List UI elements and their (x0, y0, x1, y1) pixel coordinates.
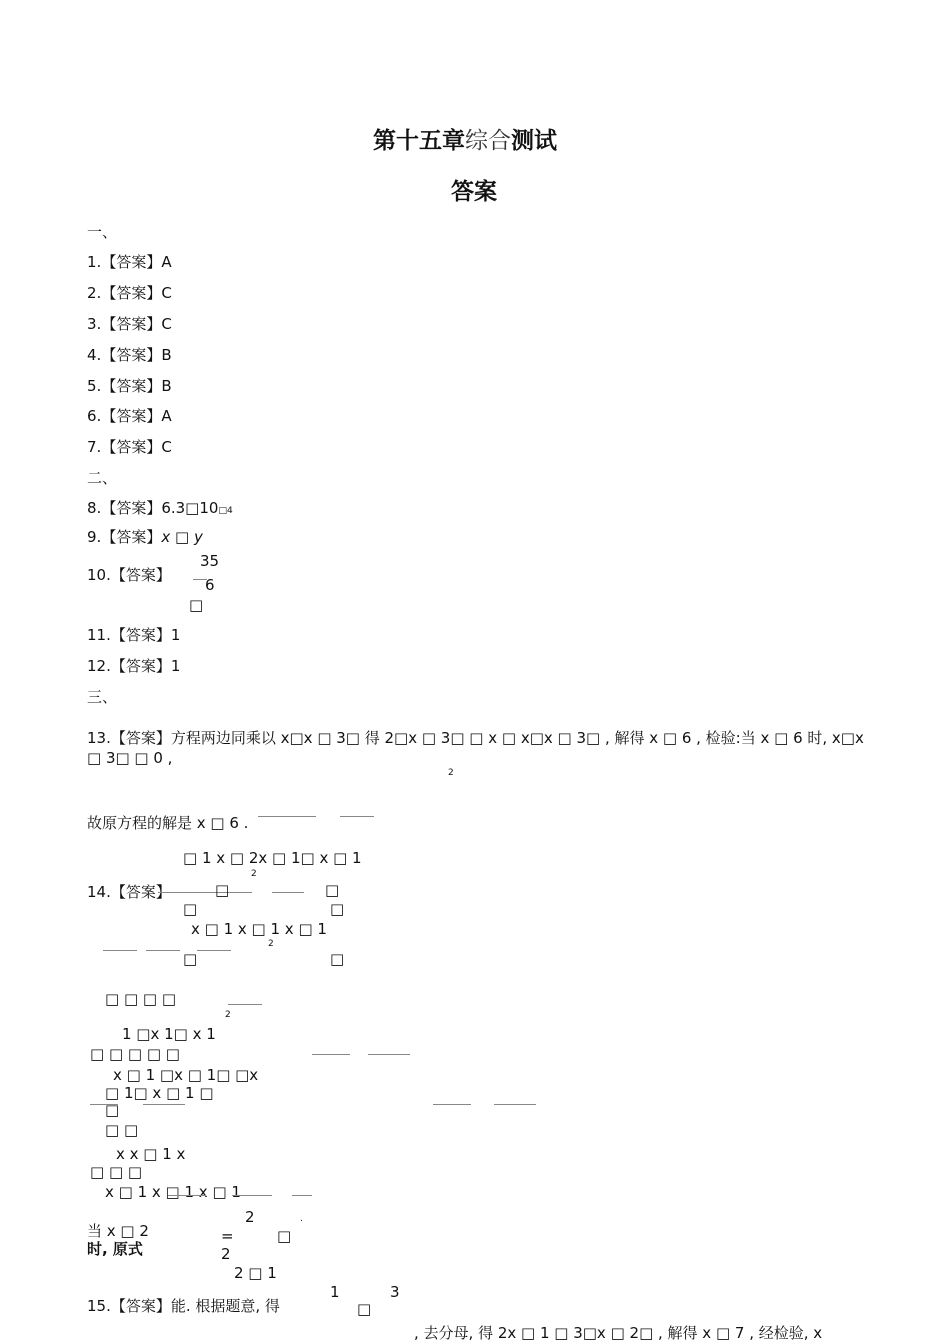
q14-box-5b: □ (330, 950, 345, 968)
answer-line-3: 3.【答案】C (87, 315, 172, 333)
q15-line-2: , 去分母, 得 2x □ 1 □ 3□x □ 2□ , 解得 x □ 7 , 经检验, x (414, 1324, 823, 1342)
q14-sup-1: 2 (251, 869, 257, 879)
q14-rule-4 (146, 950, 180, 951)
q14-sup-6: 2 (225, 1010, 231, 1020)
title-part-end: 测试 (511, 128, 557, 154)
page-subtitle: 答案 (451, 179, 497, 205)
answer-line-8: 8.【答案】6.3□10□4 (87, 499, 233, 517)
q14-rule-5 (197, 950, 231, 951)
q14-when-2: 时, 原式 (87, 1240, 143, 1258)
q14-row-12: □ □ (105, 1121, 139, 1139)
q14-dot: . (300, 1214, 303, 1224)
q14-sup-4: 2 (268, 939, 274, 949)
q14-rule-11 (433, 1104, 471, 1105)
q14-rule-3 (103, 950, 137, 951)
q14-box-2b: □ (325, 881, 340, 899)
q14-row-15: x □ 1 x □ 1 x □ 1 (105, 1183, 241, 1201)
q14-rule-13 (168, 1195, 206, 1196)
q13-line-3: 故原方程的解是 x □ 6 . (87, 814, 249, 832)
q14-row-14: □ □ □ (90, 1163, 143, 1181)
q10-denominator: 6 (205, 576, 215, 594)
q14-box-2a: □ (215, 881, 230, 899)
answer-line-12: 12.【答案】1 (87, 657, 181, 675)
answer-line-4: 4.【答案】B (87, 346, 172, 364)
q14-rule-10 (143, 1104, 185, 1105)
section-heading-2: 二、 (87, 469, 118, 487)
q14-rule-8 (368, 1054, 410, 1055)
q13-rule-b (340, 816, 374, 817)
q15-numerator-3: 3 (390, 1283, 400, 1301)
q14-rule-14 (232, 1195, 272, 1196)
q14-when: 当 x □ 2 (87, 1222, 149, 1240)
q14-box-3b: □ (330, 900, 345, 918)
q10-numerator: 35 (200, 552, 220, 570)
q14-row-6: □ □ □ □ (105, 990, 176, 1008)
section-heading-3: 三、 (87, 688, 118, 706)
q14-two-bot: 2 (221, 1245, 231, 1263)
title-part-light: 综合 (465, 128, 511, 154)
q14-row-8: □ □ □ □ □ (90, 1045, 180, 1063)
q13-rule-a (258, 816, 316, 817)
q14-bottom: 2 □ 1 (234, 1264, 277, 1282)
q14-row-9: x □ 1 □x □ 1□ □x (113, 1066, 259, 1084)
answer-line-7: 7.【答案】C (87, 438, 172, 456)
q14-row-7: 1 □x 1□ x 1 (122, 1025, 216, 1043)
q15-box: □ (357, 1300, 372, 1318)
q13-superscript: 2 (448, 768, 454, 778)
q14-label: 14.【答案】 (87, 883, 171, 901)
page-title (373, 122, 557, 155)
q14-rule-7 (312, 1054, 350, 1055)
q14-row-11: □ (105, 1101, 120, 1119)
answer-line-10: 10.【答案】 (87, 566, 171, 584)
q14-rule-15 (292, 1195, 312, 1196)
answer-line-5: 5.【答案】B (87, 377, 172, 395)
q14-rule-2 (272, 892, 304, 893)
q14-box-right: □ (277, 1227, 292, 1245)
q14-row-1: □ 1 x □ 2x □ 1□ x □ 1 (183, 849, 362, 867)
answer-line-2: 2.【答案】C (87, 284, 172, 302)
q14-rule-1 (158, 892, 252, 893)
q14-row-13: x x □ 1 x (116, 1145, 186, 1163)
title-part-main: 第十五章 (373, 128, 465, 154)
q14-rule-6 (228, 1004, 262, 1005)
q14-equals: = (221, 1227, 234, 1245)
q13-line-2: □ 3□ □ 0 , (87, 749, 173, 767)
answer-line-6: 6.【答案】A (87, 407, 172, 425)
section-heading-1: 一、 (87, 223, 118, 241)
answer-line-11: 11.【答案】1 (87, 626, 181, 644)
q13-line-1: 13.【答案】方程两边同乘以 x□x □ 3□ 得 2□x □ 3□ □ x □ x□x □ 3□ , 解得 x □ 6 , 检验:当 x □ 6 时, x□x (87, 729, 864, 747)
answer-line-1: 1.【答案】A (87, 253, 172, 271)
q14-rule-12 (494, 1104, 536, 1105)
q14-box-3a: □ (183, 900, 198, 918)
q14-row-4: x □ 1 x □ 1 x □ 1 (191, 920, 327, 938)
answer-line-9: 9.【答案】x □ y (87, 528, 203, 546)
q15-label: 15.【答案】能. 根据题意, 得 (87, 1297, 280, 1315)
q14-row-10: □ 1□ x □ 1 □ (105, 1084, 214, 1102)
q14-box-5a: □ (183, 950, 198, 968)
q10-sign: □ (189, 596, 204, 614)
q15-numerator-1: 1 (330, 1283, 340, 1301)
q14-two-top: 2 (245, 1208, 255, 1226)
